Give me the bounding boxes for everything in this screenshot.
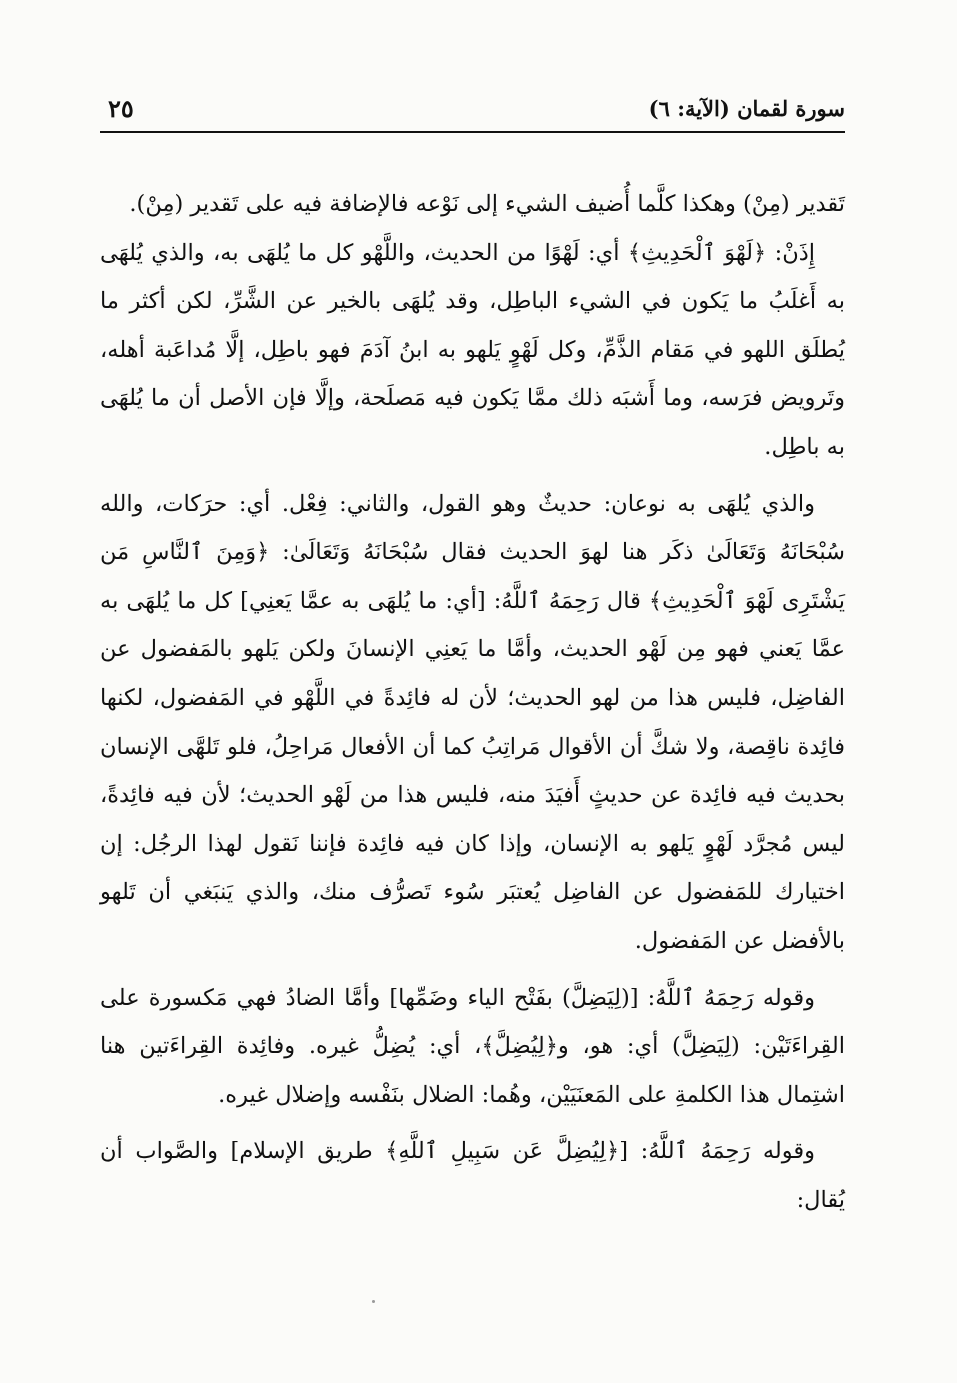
paragraph-3: والذي يُلهَى به نوعان: حديثٌ وهو القول، والثاني: فِعْل. أي: حرَكات، والله سُبْحَانَهُ وَتَعَالَىٰ ذكَر هنا لهوَ الحديث فقال سُبْحَانَهُ وَتَعَالَىٰ: ﴿وَمِنَ ٱلنَّاسِ مَن يَشْتَرِى لَهْوَ ٱلْحَدِيثِ﴾ قال رَحِمَهُ ٱللَّهُ: [أي: ما يُلهَى به عمَّا يَعنِي] كل ما يُلهَى به عمَّا يَعني فهو مِن لَهْو الحديث، وأمَّا ما يَعنِي الإنسانَ ولكن يَلهو بالمَفضول عن الفاضِل، فليس هذا من لهو الحديث؛ لأن له فائِدةً في اللَّهْو في المَفضول، لكنها فائِدة ناقِصة، ولا شكَّ أن الأقوال مَراتِبُ كما أن الأفعال مَراحِلُ، فلو تَلهَّى الإنسان بحديث فيه فائِدة عن حديثٍ أَفيَدَ منه، فليس هذا من لَهْو الحديث؛ لأن فيه فائِدةً، ليس مُجرَّد لَهْوٍ يَلهو به الإنسان، وإذا كان فيه فائِدة فإننا نَقول لهذا الرجُل: إن اختيارك للمَفضول عن الفاضِل يُعتبَر سُوء تَصرُّف منك، والذي يَنبَغي أن تَلهو بالأفضل عن المَفضول. [100,490,845,954]
body-text [100,180,845,1224]
running-title: سورة لقمان (الآية: ٦) [648,96,845,121]
paragraph-2: إِذَنْ: ﴿لَهْوَ ٱلْحَدِيثِ﴾ أي: لَهْوًا من الحديث، واللَّهْو كل ما يُلهَى به، والذي يُلهَى به أَغلَبُ ما يَكون في الشيء الباطِل، وقد يُلهَى بالخير عن الشَّرِّ، لكن أكثر ما يُطلَق اللهو في مَقام الذَّمِّ، وكل لَهْوٍ يَلهو به ابنُ آدَمَ فهو باطِل، إلَّا مُداعَبة أهله، وتَرويض فرَسه، وما أَشبَه ذلك ممَّا يَكون فيه مَصلَحة، وإلَّا فإن الأصل أن ما يُلهَى به باطِل. [100,239,845,460]
paragraph-5: وقوله رَحِمَهُ ٱللَّهُ: [﴿لِيُضِلَّ عَن سَبِيلِ ٱللَّهِ﴾ طريق الإسلام] والصَّواب أن يُقال: [100,1138,845,1213]
page-header [100,92,845,132]
header-divider [100,131,845,133]
paragraph-4: وقوله رَحِمَهُ ٱللَّهُ: [(لِيَضِلَّ) بفَتْح الياء وضَمِّها] وأمَّا الضادُ فهي مَكسورة على القِراءَتَيْن: (لِيَضِلَّ) أي: هو، و﴿لِيُضِلَّ﴾، أي: يُضِلُّ غيره. وفائِدة القِراءَتين هنا اشتِمال هذا الكلمةِ على المَعنَيَيْن، وهُما: الضلال بنَفْسه وإضلال غيره. [100,984,845,1108]
paragraph-1: تَقدير (مِنْ) وهكذا كلَّما أُضيف الشيء إلى نَوْعه فالإضافة فيه على تَقدير (مِنْ). [129,191,845,217]
scan-speck [372,1300,375,1303]
page-number: ٢٥ [108,94,134,123]
